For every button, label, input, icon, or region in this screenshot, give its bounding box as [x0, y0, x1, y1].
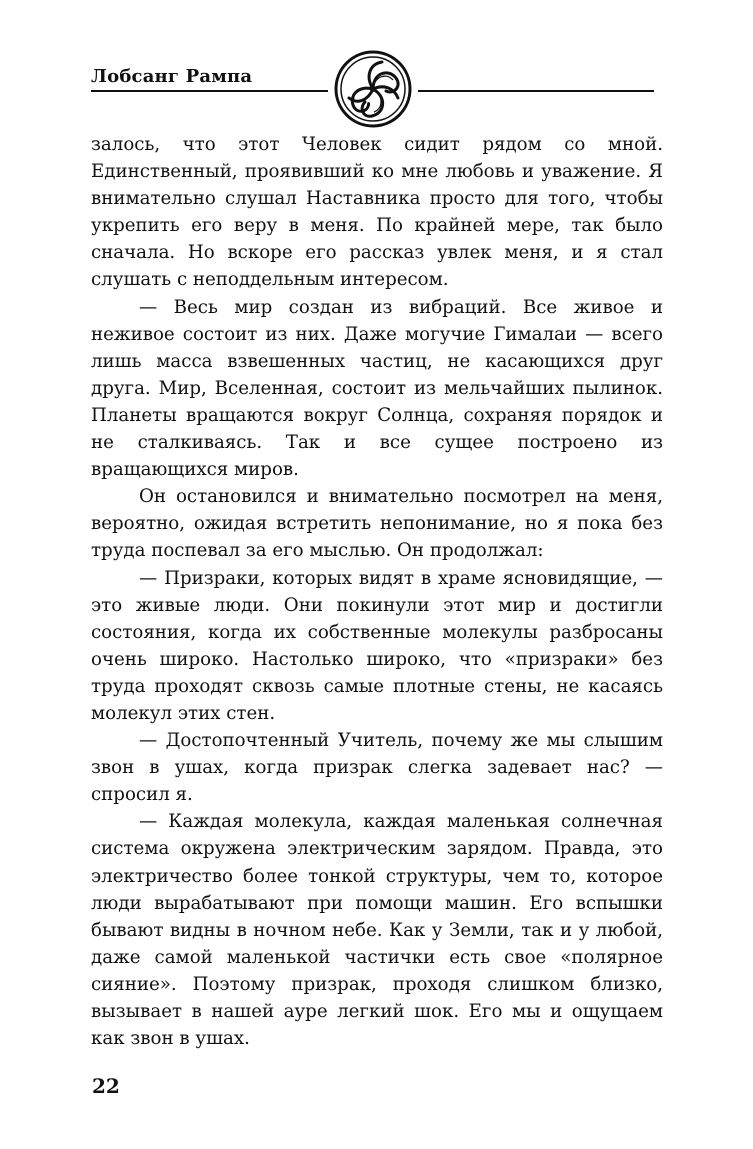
header-rule-left: [91, 90, 328, 92]
paragraph: — Весь мир создан из вибраций. Все живое и неживое состоит из них. Даже могучие Гималаи — всего лишь масса взвешенных частиц, не касающихся друг друга. Мир, Вселенная, состоит из мельчайших пылинок. Планеты вращаются вокруг Солнца, сохраняя порядок и не сталкиваясь. Так и все сущее построено из вращающихся миров.: [91, 296, 663, 481]
paragraph: залось, что этот Человек сидит рядом со мной. Единственный, проявивший ко мне любовь и уважение. Я внимательно слушал Наставника просто для того, чтобы укрепить его веру в меня. По крайней мере, так было сначала. Но вскоре его рассказ увлек меня, и я стал слушать с неподдельным интересом.: [91, 134, 663, 291]
paragraph: Он остановился и внимательно посмотрел на меня, вероятно, ожидая встретить непонимание, но я пока без труда поспевал за его мыслью. Он продолжал:: [91, 486, 663, 562]
paragraph: — Каждая молекула, каждая маленькая солнечная система окружена электрическим зарядом. Правда, это электричество более тонкой структуры, чем то, которое люди вырабатывают при помощи машин. Его вспышки бывают видны в ночном небе. Как у Земли, так и у любой, даже самой маленькой частички есть свое «полярное сияние». Поэтому призрак, проходя слишком близко, вызывает в нашей ауре легкий шок. Его мы и ощущаем как звон в ушах.: [91, 811, 663, 1050]
running-head-author: Лобсанг Рампа: [91, 66, 253, 87]
body-text: [91, 131, 663, 1052]
paragraph: — Достопочтенный Учитель, почему же мы слышим звон в ушах, когда призрак слегка задевает нас? — спросил я.: [91, 730, 663, 806]
paragraph: — Призраки, которых видят в храме ясновидящие, — это живые люди. Они покинули этот мир и достигли состояния, когда их собственные молекулы разбросаны очень широко. Настолько широко, что «призраки» без труда проходят сквозь самые плотные стены, не касаясь молекул этих стен.: [91, 567, 663, 724]
page-number: 22: [92, 1074, 120, 1098]
header-rule-right: [418, 90, 654, 92]
celtic-knot-icon: [332, 48, 414, 130]
running-header: [0, 0, 753, 130]
